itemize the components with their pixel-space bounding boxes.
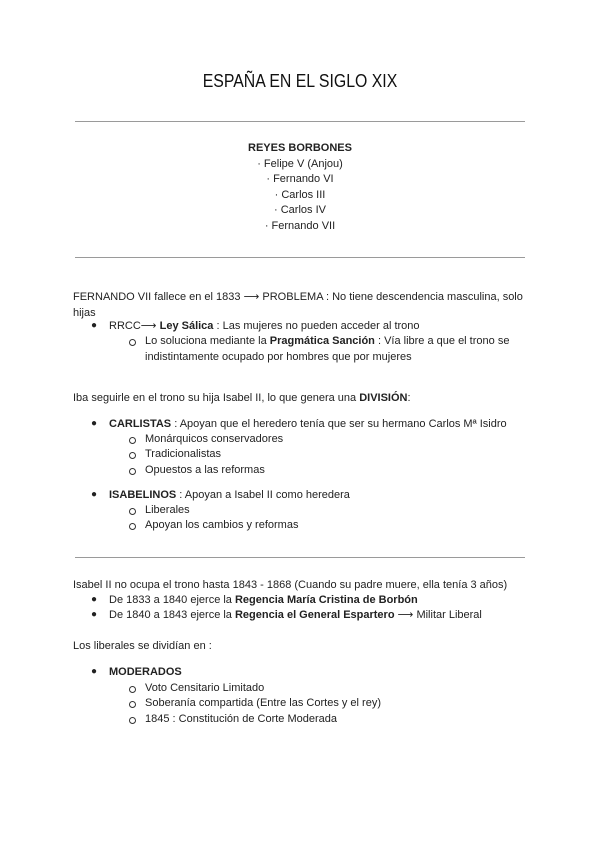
text: : Apoyan que el heredero tenía que ser su hermano Carlos Mª Isidro — [171, 418, 507, 430]
text: : Apoyan a Isabel II como heredera — [176, 489, 350, 501]
bullet-icon: ● — [91, 609, 98, 620]
list-item — [145, 334, 509, 365]
circle-bullet-icon — [129, 437, 136, 444]
text: : Las mujeres no pueden acceder al trono — [213, 320, 420, 332]
list-item: Tradicionalistas — [145, 448, 222, 460]
bold-text: Ley Sálica — [159, 320, 214, 332]
list-item — [109, 488, 350, 504]
king-item: · Fernando VI — [266, 173, 334, 185]
text: : — [407, 392, 411, 404]
list-item: Monárquicos conservadores — [145, 433, 284, 445]
list-item: Voto Censitario Limitado — [145, 682, 265, 694]
list-item: 1845 : Constitución de Corte Moderada — [145, 713, 338, 725]
kings-heading: REYES BORBONES — [248, 142, 352, 154]
text-line: indistintamente ocupado por hombres que por mujeres — [145, 350, 412, 363]
bold-text: Regencia el General Espartero — [234, 609, 395, 621]
circle-bullet-icon — [129, 339, 136, 346]
kings-list — [0, 141, 600, 234]
text: Iba seguirle en el trono su hija Isabel II, lo que genera una — [73, 392, 360, 404]
bullet-icon: ● — [91, 594, 98, 605]
text: Lo soluciona mediante la — [145, 335, 270, 347]
paragraph: Los liberales se dividían en : — [73, 640, 212, 652]
text: De 1833 a 1840 ejerce la — [109, 594, 235, 606]
paragraph: Isabel II no ocupa el trono hasta 1843 - 1868 (Cuando su padre muere, ella tenía 3 años) — [73, 579, 508, 591]
text: RRCC⟶ — [109, 320, 160, 332]
list-item: Apoyan los cambios y reformas — [145, 519, 299, 531]
bullet-icon: ● — [91, 320, 98, 331]
circle-bullet-icon — [129, 717, 136, 724]
bullet-icon: ● — [91, 666, 98, 677]
bullet-icon: ● — [91, 418, 98, 429]
list-item: Opuestos a las reformas — [145, 464, 265, 476]
paragraph — [73, 290, 523, 321]
circle-bullet-icon — [129, 508, 136, 515]
paragraph-line: hijas — [73, 306, 96, 319]
king-item: · Felipe V (Anjou) — [257, 157, 343, 170]
bold-text: ISABELINOS — [109, 489, 177, 501]
text: ⟶ Militar Liberal — [394, 609, 482, 621]
paragraph — [73, 391, 411, 407]
list-item — [109, 319, 420, 335]
circle-bullet-icon — [129, 523, 136, 530]
king-item: · Carlos IV — [274, 204, 326, 216]
bold-text: CARLISTAS — [109, 418, 172, 430]
circle-bullet-icon — [129, 686, 136, 693]
circle-bullet-icon — [129, 468, 136, 475]
bold-text: MODERADOS — [109, 666, 182, 678]
bold-text: Regencia María Cristina de Borbón — [234, 594, 418, 606]
list-item: Liberales — [145, 504, 190, 516]
bullet-icon: ● — [91, 489, 98, 500]
king-item: · Fernando VII — [264, 219, 336, 232]
text-line — [145, 334, 509, 350]
list-item — [109, 608, 482, 624]
divider — [75, 557, 525, 558]
list-item — [109, 665, 182, 681]
divider — [75, 257, 525, 258]
circle-bullet-icon — [129, 452, 136, 459]
document-title: ESPAÑA EN EL SIGLO XIX — [202, 71, 398, 91]
bold-text: DIVISIÓN — [359, 392, 408, 404]
list-item — [109, 417, 507, 433]
king-item: · Carlos III — [274, 188, 326, 201]
list-item — [109, 593, 418, 609]
text: : Vía libre a que el trono se — [374, 335, 510, 347]
divider — [75, 121, 525, 122]
paragraph-line: FERNANDO VII fallece en el 1833 ⟶ PROBLEMA : No tiene descendencia masculina, solo — [73, 291, 523, 303]
list-item: Soberanía compartida (Entre las Cortes y el rey) — [145, 697, 381, 709]
circle-bullet-icon — [129, 701, 136, 708]
bold-text: Pragmática Sanción — [269, 335, 375, 347]
text: De 1840 a 1843 ejerce la — [109, 609, 235, 621]
